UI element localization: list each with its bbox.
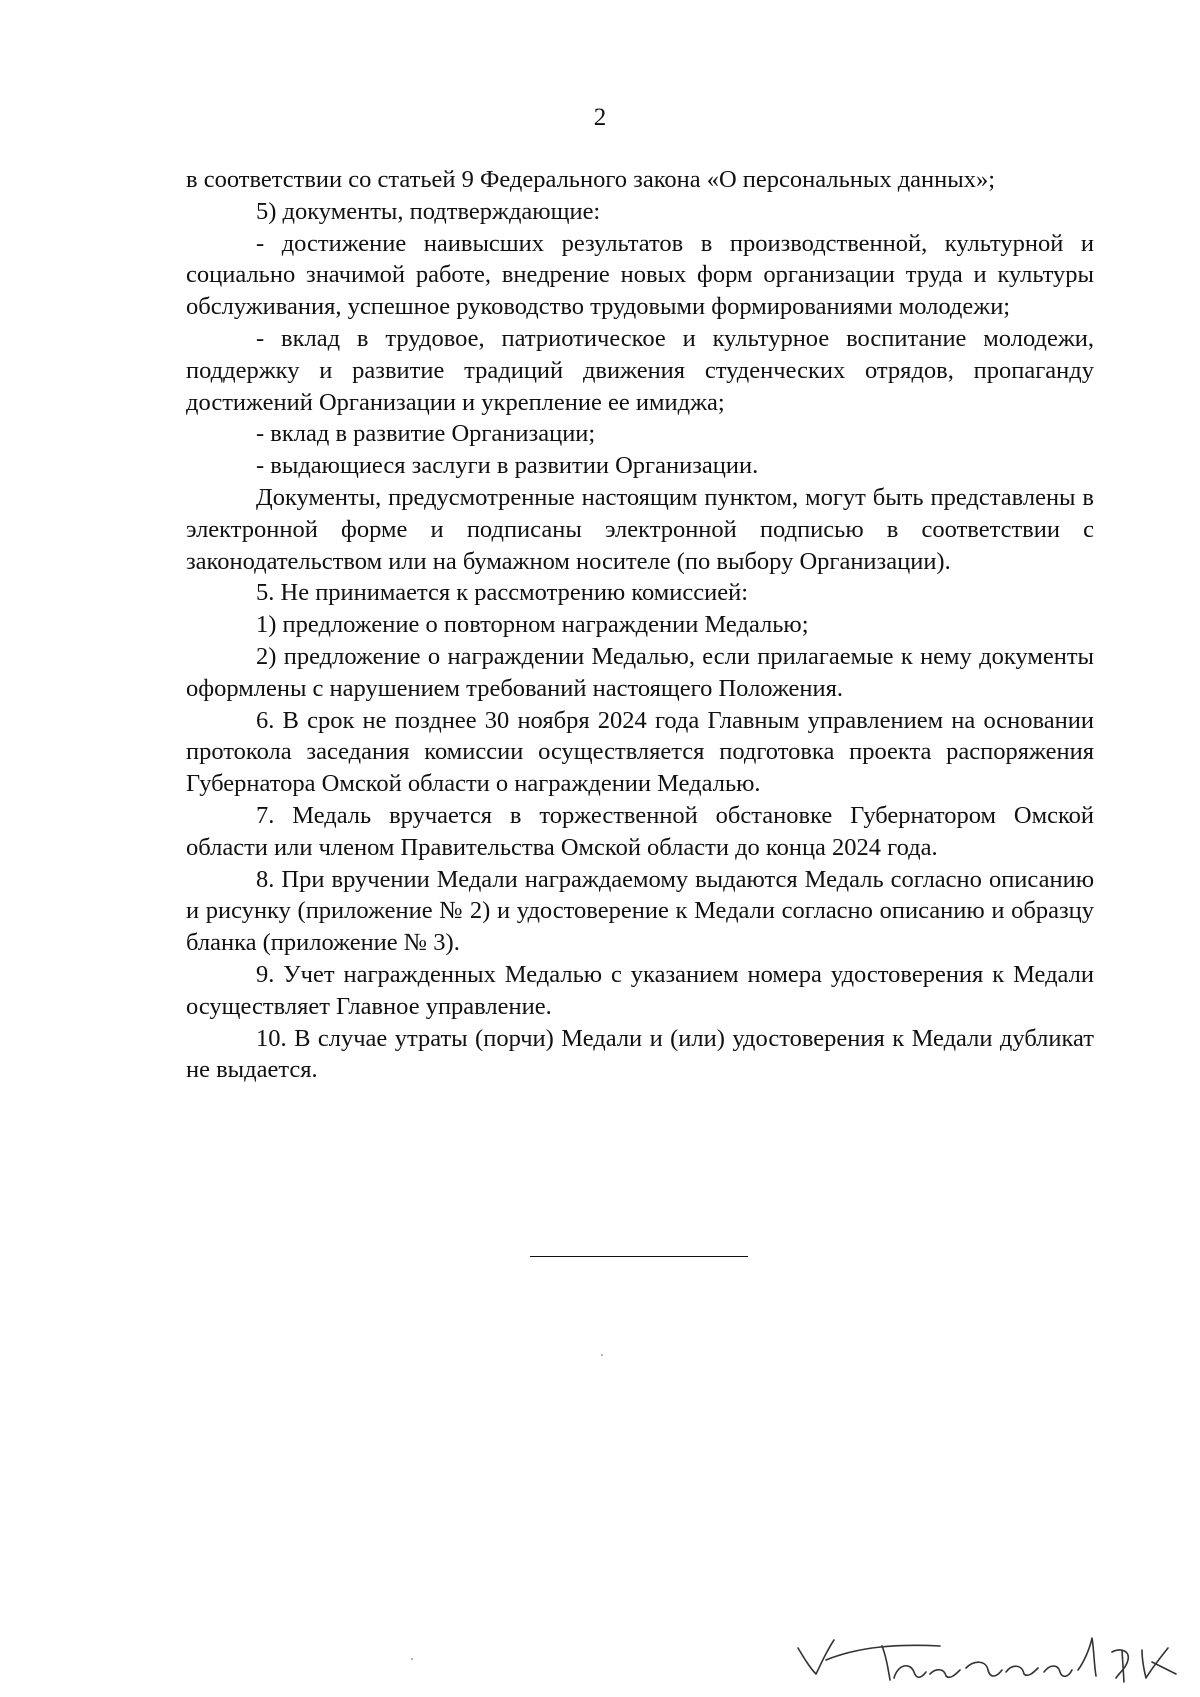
scan-speck (411, 1658, 413, 1660)
paragraph-item-6: 6. В срок не позднее 30 ноября 2024 года Главным управлением на основании протокола заседания комиссии осуществляется подготовка проекта распоряжения Губернатора Омской области о награждении Медалью. (186, 706, 1094, 798)
paragraph-item-5: 5. Не принимается к рассмотрению комиссией: (256, 579, 749, 607)
paragraph-item-5-1: 1) предложение о повторном награждении Медалью; (256, 611, 809, 639)
paragraph-personal-data-clause: в соответствии со статьей 9 Федерального закона «О персональных данных»; (186, 166, 996, 193)
paragraph-item-7: 7. Медаль вручается в торжественной обстановке Губернатором Омской области или членом Правительства Омской области до конца 2024 года. (186, 801, 1094, 861)
paragraph-bullet-youth-education: - вклад в трудовое, патриотическое и культурное воспитание молодежи, поддержку и развитие традиций движения студенческих отрядов, пропаганду достижений Организации и укрепление ее имиджа; (186, 324, 1094, 416)
paragraph-item-10: 10. В случае утраты (порчи) Медали и (или) удостоверения к Медали дубликат не выдается. (186, 1024, 1094, 1084)
paragraph-item-9: 9. Учет награжденных Медалью с указанием номера удостоверения к Медали осуществляет Главное управление. (186, 960, 1094, 1020)
paragraph-electronic-form: Документы, предусмотренные настоящим пунктом, могут быть представлены в электронной форме и подписаны электронной подписью в соответствии с законодательством или на бумажном носителе (по выбору Организации). (186, 483, 1094, 575)
paragraph-documents-list-heading: 5) документы, подтверждающие: (256, 197, 601, 225)
paragraph-bullet-contribution: - вклад в развитие Организации; (256, 420, 596, 448)
closing-separator-line (530, 1256, 748, 1257)
scan-speck (601, 1354, 603, 1356)
paragraph-bullet-achievements: - достижение наивысших результатов в производственной, культурной и социально значимой работе, внедрение новых форм организации труда и культуры обслуживания, успешное руководство трудовыми формированиями молодежи; (186, 229, 1094, 321)
page-number: 2 (593, 104, 607, 131)
paragraph-bullet-merits: - выдающиеся заслуги в развитии Организации. (256, 452, 759, 480)
paragraph-item-5-2: 2) предложение о награждении Медалью, если прилагаемые к нему документы оформлены с нарушением требований настоящего Положения. (186, 642, 1094, 702)
paragraph-item-8: 8. При вручении Медали награждаемому выдаются Медаль согласно описанию и рисунку (приложение № 2) и удостоверение к Медали согласно описанию и образцу бланка (приложение № 3). (186, 865, 1094, 957)
handwritten-signature-icon (790, 1628, 1180, 1688)
document-body (186, 164, 1094, 1086)
